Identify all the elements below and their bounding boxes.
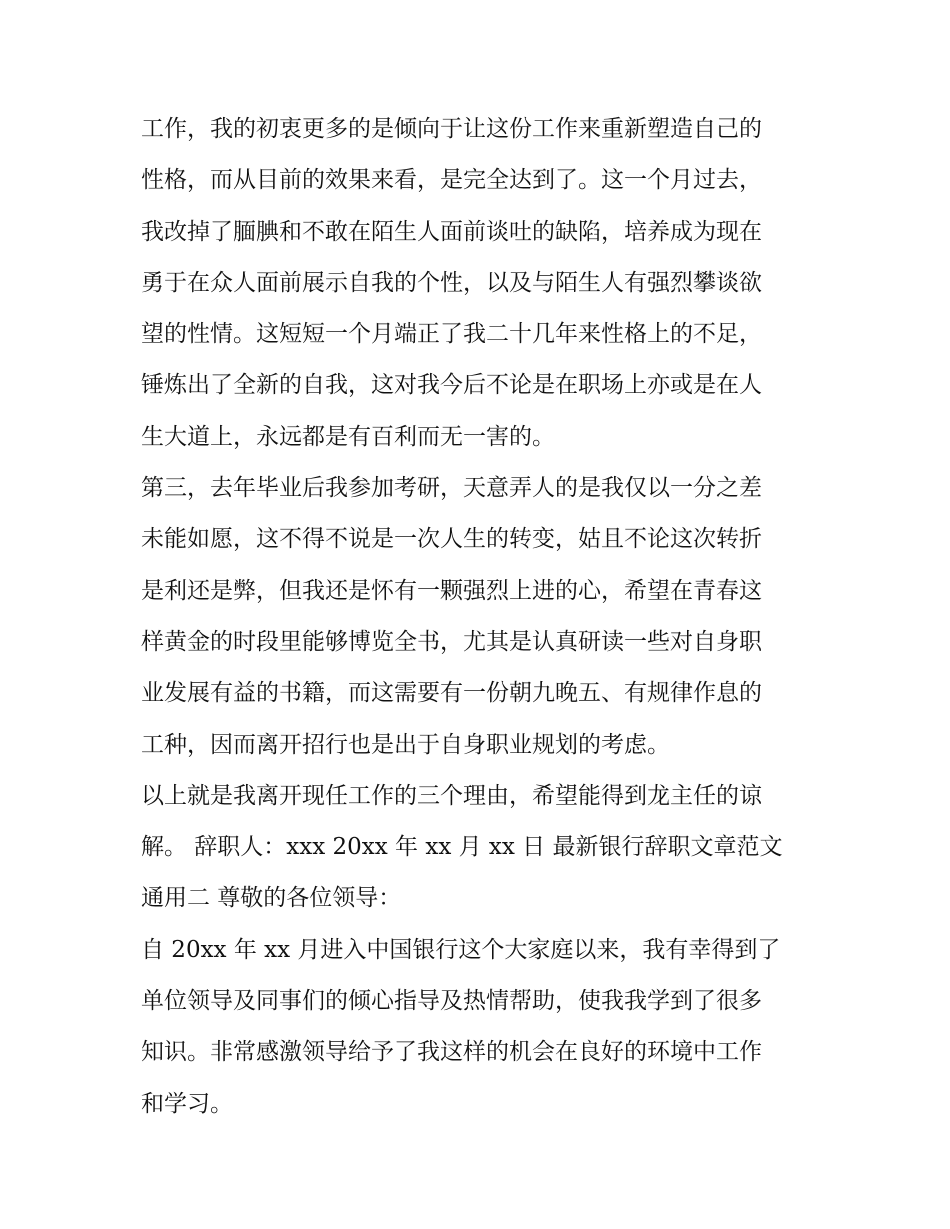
text-line: 未能如愿，这不得不说是一次人生的转变，姑且不论这次转折	[141, 526, 762, 553]
text-line: 知识。非常感激领导给予了我这样的机会在良好的环境中工作	[141, 1039, 762, 1066]
text-line: 是利还是弊，但我还是怀有一颗强烈上进的心，希望在青春这	[141, 577, 762, 604]
text-line: 性格，而从目前的效果来看，是完全达到了。这一个月过去，	[141, 167, 762, 194]
text-line: 自 20xx 年 xx 月进入中国银行这个大家庭以来，我有幸得到了	[141, 936, 781, 963]
text-line: 第三，去年毕业后我参加考研，天意弄人的是我仅以一分之差	[141, 475, 762, 502]
document-body	[141, 104, 821, 1130]
text-line: 勇于在众人面前展示自我的个性，以及与陌生人有强烈攀谈欲	[141, 269, 762, 296]
text-line: 业发展有益的书籍，而这需要有一份朝九晚五、有规律作息的	[141, 680, 762, 707]
text-line: 生大道上，永远都是有百利而无一害的。	[141, 423, 555, 450]
text-line: 样黄金的时段里能够博览全书，尤其是认真研读一些对自身职	[141, 628, 762, 655]
text-line: 工作，我的初衷更多的是倾向于让这份工作来重新塑造自己的	[141, 116, 762, 142]
text-line: 工种，因而离开招行也是出于自身职业规划的考虑。	[141, 731, 670, 758]
text-line: 和学习。	[141, 1090, 233, 1117]
text-line: 单位领导及同事们的倾心指导及热情帮助，使我我学到了很多	[141, 988, 762, 1015]
text-line: 我改掉了腼腆和不敢在陌生人面前谈吐的缺陷，培养成为现在	[141, 218, 762, 245]
text-line: 望的性情。这短短一个月端正了我二十几年来性格上的不足，	[141, 321, 762, 348]
text-line: 以上就是我离开现任工作的三个理由，希望能得到龙主任的谅	[141, 782, 762, 809]
text-line: 通用二 尊敬的各位领导：	[141, 885, 402, 912]
text-line: 解。 辞职人：xxx 20xx 年 xx 月 xx 日 最新银行辞职文章范文	[141, 834, 783, 861]
text-line: 锤炼出了全新的自我，这对我今后不论是在职场上亦或是在人	[141, 372, 762, 399]
